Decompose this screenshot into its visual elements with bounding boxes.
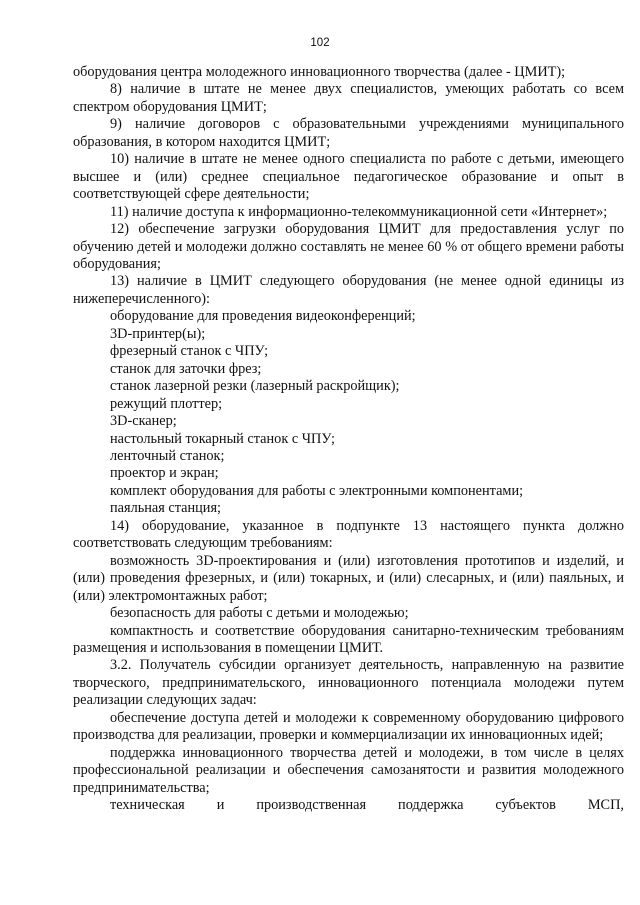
paragraph: обеспечение доступа детей и молодежи к современному оборудованию цифрового производства для реализации, проверки и коммерциализации их инновационных идей; — [73, 709, 624, 744]
paragraph: комплект оборудования для работы с электронными компонентами; — [110, 482, 524, 499]
paragraph: оборудования центра молодежного инновационного творчества (далее - ЦМИТ); — [73, 64, 566, 80]
paragraph: 8) наличие в штате не менее двух специалистов, умеющих работать со всем спектром оборудования ЦМИТ; — [73, 81, 624, 115]
paragraph: паяльная станция; — [110, 500, 221, 517]
paragraph: оборудование для проведения видеоконференций; — [110, 308, 416, 325]
page-number: 102 — [310, 37, 330, 49]
paragraph: компактность и соответствие оборудования санитарно-техническим требованиям размещения и использования в помещении ЦМИТ. — [73, 622, 624, 656]
paragraph: 11) наличие доступа к информационно-телекоммуникационной сети «Интернет»; — [110, 203, 608, 220]
document-body — [73, 64, 624, 814]
paragraph: 12) обеспечение загрузки оборудования ЦМИТ для предоставления услуг по обучению детей и молодежи должно составлять не менее 60 % от общего времени работы оборудования; — [73, 221, 624, 272]
paragraph: возможность 3D-проектирования и (или) изготовления прототипов и изделий, и (или) проведения фрезерных, и (или) токарных, и (или) слесарных, и (или) паяльных, и (или) электромонтажных работ; — [73, 552, 624, 604]
paragraph: 14) оборудование, указанное в подпункте 13 настоящего пункта должно соответствовать следующим требованиям: — [73, 517, 624, 552]
paragraph: фрезерный станок с ЧПУ; — [110, 343, 269, 360]
paragraph: техническая и производственная поддержка субъектов МСП, — [110, 797, 624, 814]
paragraph: 3D-сканер; — [110, 413, 177, 430]
paragraph: поддержка инновационного творчества детей и молодежи, в том числе в целях профессиональной реализации и обеспечения самозанятости и развития молодежного предпринимательства; — [73, 744, 624, 796]
paragraph: настольный токарный станок с ЧПУ; — [110, 430, 335, 447]
paragraph: проектор и экран; — [110, 465, 219, 482]
paragraph: 9) наличие договоров с образовательными учреждениями муниципального образования, в котором находится ЦМИТ; — [73, 116, 624, 150]
paragraph: 3.2. Получатель субсидии организует деятельность, направленную на развитие творческого, предпринимательского, инновационного потенциала молодежи путем реализации следующих задач: — [73, 657, 624, 709]
paragraph: станок для заточки фрез; — [110, 360, 262, 377]
paragraph: режущий плоттер; — [110, 395, 223, 412]
paragraph: 13) наличие в ЦМИТ следующего оборудования (не менее одной единицы из нижеперечисленного): — [73, 273, 624, 307]
paragraph: ленточный станок; — [110, 447, 225, 464]
paragraph: станок лазерной резки (лазерный раскройщик); — [110, 378, 400, 395]
paragraph: безопасность для работы с детьми и молодежью; — [110, 605, 409, 622]
paragraph: 3D-принтер(ы); — [110, 325, 206, 342]
paragraph: 10) наличие в штате не менее одного специалиста по работе с детьми, имеющего высшее и (или) среднее специальное педагогическое образование и опыт в соответствующей сфере деятельности; — [73, 151, 624, 203]
